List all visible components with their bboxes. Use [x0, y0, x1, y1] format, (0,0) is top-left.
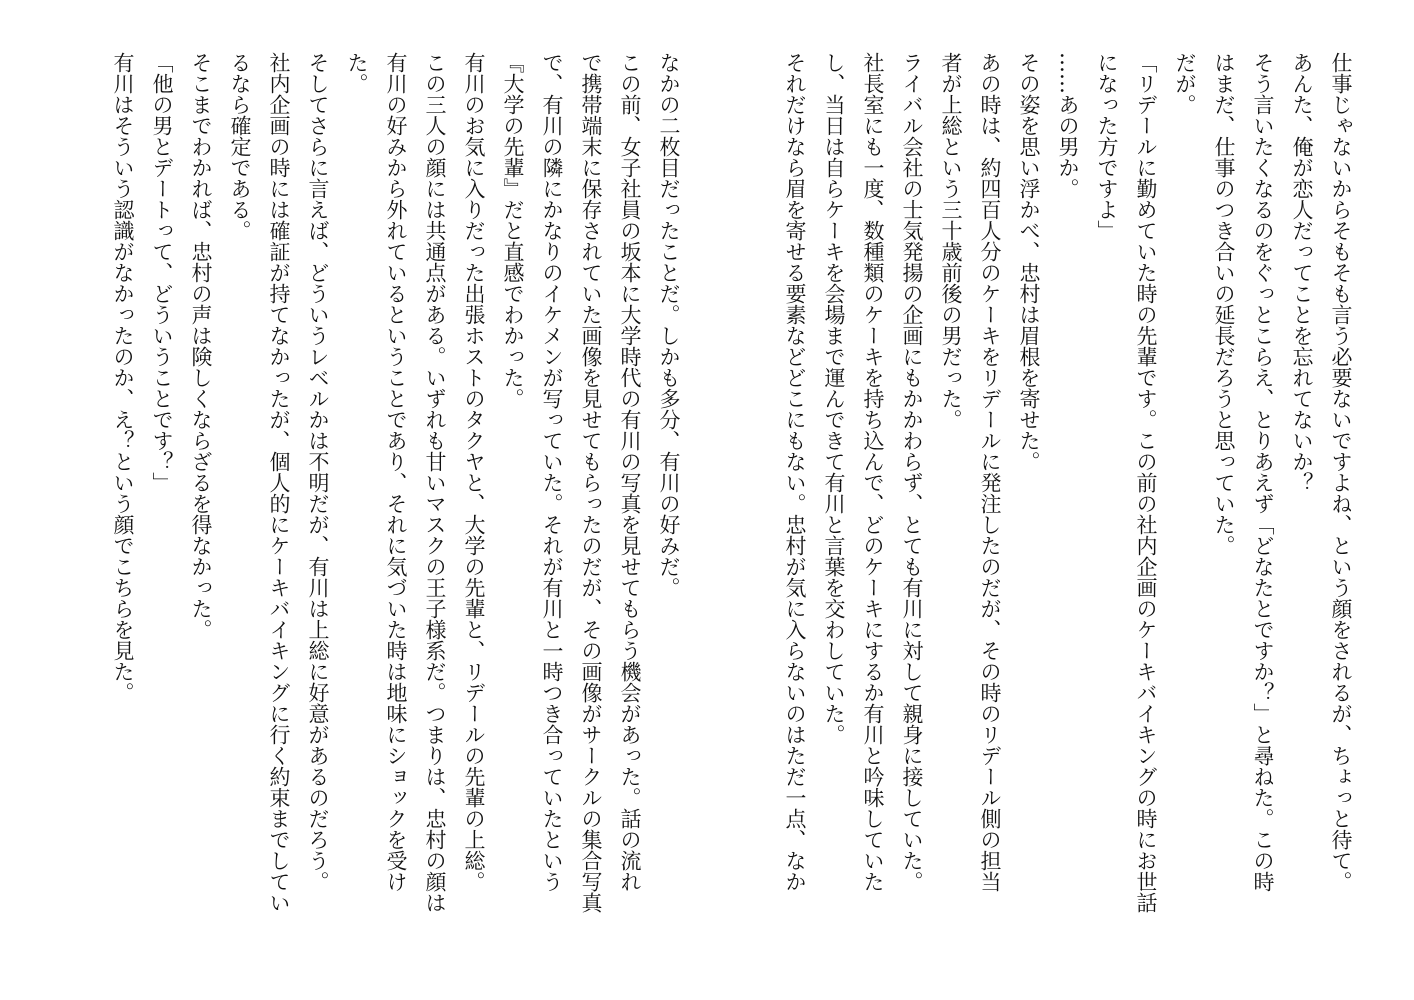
- text-line: になった方ですよ」: [1095, 52, 1119, 241]
- text-line: だが。: [1173, 52, 1197, 115]
- text-line: あの時は、約四百人分のケーキをリデールに発注したのだが、その時のリデール側の担当: [978, 52, 1002, 892]
- text-line: 有川はそういう認識がなかったのか、え？という顔でこちらを見た。: [111, 52, 135, 703]
- text-line: るなら確定である。: [228, 52, 252, 241]
- text-line: そこまでわかれば、忠村の声は険しくならざるを得なかった。: [189, 52, 213, 640]
- text-line: その姿を思い浮かべ、忠村は眉根を寄せた。: [1017, 52, 1041, 472]
- text-line: 「他の男とデートって、どういうことです？」: [150, 52, 174, 493]
- text-line: そう言いたくなるのをぐっとこらえ、とりあえず「どなたとですか？」と尋ねた。この時: [1251, 52, 1275, 892]
- text-line: 社長室にも一度、数種類のケーキを持ち込んで、どのケーキにするか有川と吟味していた: [861, 52, 885, 892]
- right-page-text: [775, 52, 1360, 972]
- text-line: はまだ、仕事のつき合いの延長だろうと思っていた。: [1212, 52, 1236, 556]
- text-line: 仕事じゃないからそもそも言う必要ないですよね、という顔をされるが、ちょっと待て。: [1329, 52, 1353, 892]
- text-line: ……あの男か。: [1056, 52, 1080, 199]
- text-line: 有川の好みから外れているということであり、それに気づいた時は地味にショックを受け: [384, 52, 408, 892]
- text-line: そしてさらに言えば、どういうレベルかは不明だが、有川は上総に好意があるのだろう。: [306, 52, 330, 892]
- text-line: あんた、俺が恋人だってことを忘れてないか？: [1290, 52, 1314, 493]
- left-page: [58, 52, 688, 972]
- text-line: それだけなら眉を寄せる要素などどこにもない。忠村が気に入らないのはただ一点、なか: [783, 52, 807, 892]
- right-page: [740, 52, 1360, 972]
- text-line: 社内企画の時には確証が持てなかったが、個人的にケーキバイキングに行く約束までしてい: [267, 52, 291, 913]
- text-line: た。: [345, 52, 369, 94]
- text-line: この前、女子社員の坂本に大学時代の有川の写真を見せてもらう機会があった。話の流れ: [618, 52, 642, 892]
- text-line: 『大学の先輩』だと直感でわかった。: [501, 52, 525, 409]
- text-line: この三人の顔には共通点がある。いずれも甘いマスクの王子様系だ。つまりは、忠村の顔は: [423, 52, 447, 913]
- text-line: 有川のお気に入りだった出張ホストのタクヤと、大学の先輩と、リデールの先輩の上総。: [462, 52, 486, 892]
- text-line: 者が上総という三十歳前後の男だった。: [939, 52, 963, 430]
- text-line: なかの二枚目だったことだ。しかも多分、有川の好みだ。: [657, 52, 681, 598]
- text-line: で、有川の隣にかなりのイケメンが写っていた。それが有川と一時つき合っていたという: [540, 52, 564, 892]
- left-page-text: [103, 52, 688, 972]
- text-line: 「リデールに勤めていた時の先輩です。この前の社内企画のケーキバイキングの時にお世話: [1134, 52, 1158, 913]
- text-line: し、当日は自らケーキを会場まで運んできて有川と言葉を交わしていた。: [822, 52, 846, 745]
- text-line: ライバル会社の士気発揚の企画にもかかわらず、とても有川に対して親身に接していた。: [900, 52, 924, 892]
- text-line: で携帯端末に保存されていた画像を見せてもらったのだが、その画像がサークルの集合写真: [579, 52, 603, 913]
